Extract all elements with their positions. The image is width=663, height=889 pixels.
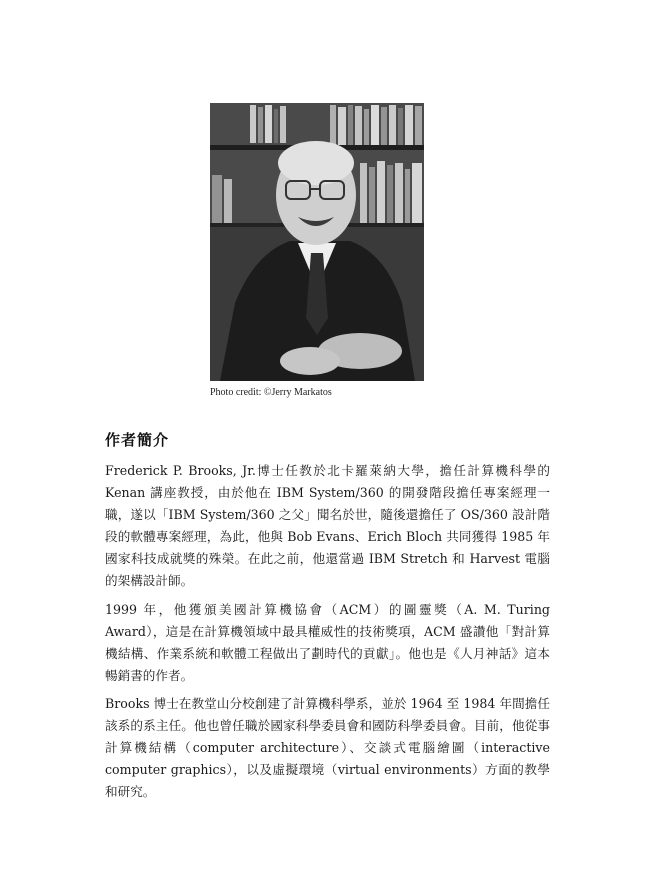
paragraph: 1999 年，他獲頒美國計算機協會（ACM）的圖靈獎（A. M. Turing Award），這是在計算機領域中最具權威性的技術獎項，ACM 盛讚他「對計算機結構、作業系統和軟體工程做出了劃時代的貢獻」。他也是《人月神話》這本暢銷書的作者。: [105, 602, 550, 683]
author-photo: [210, 103, 424, 381]
section-title: 作者簡介: [105, 431, 170, 449]
photo-credit: Photo credit: ©Jerry Markatos: [210, 387, 332, 398]
paragraph: Brooks 博士在教堂山分校創建了計算機科學系，並於 1964 至 1984 年間擔任該系的系主任。他也曾任職於國家科學委員會和國防科學委員會。目前，他從事計算機結構（computer architecture）、交談式電腦繪圖（interactive computer graphics），以及虛擬環境（virtual environments）方面的教學和研究。: [105, 696, 550, 799]
paragraph: Frederick P. Brooks, Jr.博士任教於北卡羅萊納大學，擔任計算機科學的 Kenan 講座教授，由於他在 IBM System/360 的開發階段擔任專案經理一職，遂以「IBM System/360 之父」聞名於世，隨後還擔任了 OS/360 設計階段的軟體專案經理，為此，他與 Bob Evans、Erich Bloch 共同獲得 1985 年國家科技成就獎的殊榮。在此之前，他還當過 IBM Stretch 和 Harvest 電腦的架構設計師。: [105, 463, 550, 588]
